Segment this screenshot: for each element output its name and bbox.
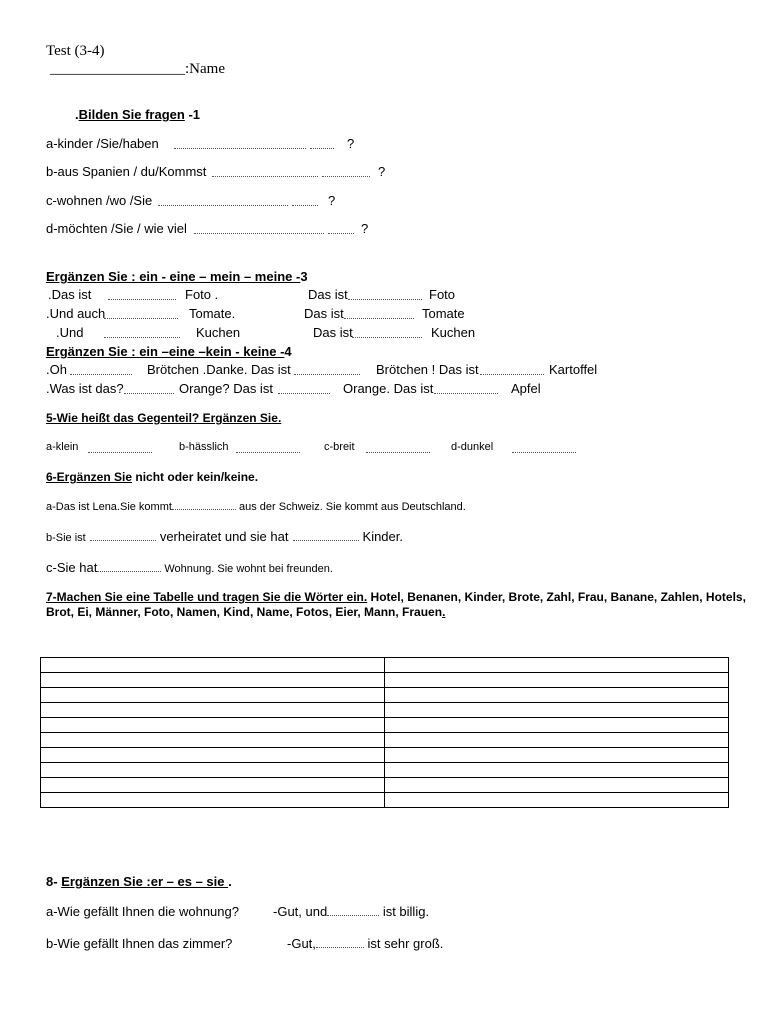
s6-blank[interactable] <box>97 561 161 572</box>
s3-row1-d: Foto <box>429 287 456 302</box>
s3-row1-c: Das ist <box>308 287 348 302</box>
table-cell-left[interactable] <box>41 748 385 763</box>
table-cell-right[interactable] <box>385 658 729 673</box>
s8-answer-b: -Gut, ist sehr groß. <box>287 936 444 951</box>
answer-blank-c[interactable] <box>158 195 288 206</box>
s3-blank[interactable] <box>104 327 180 338</box>
s6-item-b: b-Sie ist verheiratet und sie hat Kinder. <box>46 529 403 544</box>
answer-blank-a[interactable] <box>174 138 306 149</box>
s4-row2-d: Apfel <box>511 381 541 396</box>
s3-blank[interactable] <box>344 308 414 319</box>
s3-row2-d: Tomate <box>422 306 465 321</box>
s6-item-a: a-Das ist Lena.Sie kommt aus der Schweiz. Sie kommt aus Deutschland. <box>46 501 466 513</box>
table-cell-left[interactable] <box>41 718 385 733</box>
section-8-heading: 8- Ergänzen Sie :er – es – sie . <box>46 874 232 889</box>
test-title: Test (3-4) <box>46 43 105 59</box>
table-row <box>41 673 729 688</box>
section-1-heading: .Bilden Sie fragen -1 <box>75 107 200 122</box>
table-row <box>41 778 729 793</box>
table-row <box>41 718 729 733</box>
table-cell-right[interactable] <box>385 763 729 778</box>
answer-blank-a2[interactable] <box>310 138 334 149</box>
s6-blank[interactable] <box>90 530 156 541</box>
table-row <box>41 703 729 718</box>
section-4-heading: Ergänzen Sie : ein –eine –kein - keine -4 <box>46 344 292 359</box>
table-cell-right[interactable] <box>385 688 729 703</box>
section-3-heading: Ergänzen Sie : ein - eine – mein – meine -3 <box>46 269 308 284</box>
s3-row1-b: Foto . <box>185 287 219 302</box>
table-cell-left[interactable] <box>41 703 385 718</box>
section-7-heading: 7-Machen Sie eine Tabelle und tragen Sie die Wörter ein. Hotel, Benanen, Kinder, Brote, Zahl, Frau, Banane, Zahlen, Hotels, <box>46 590 746 604</box>
s5-blank[interactable] <box>236 442 300 453</box>
s3-row3-d: Kuchen <box>431 325 476 340</box>
section-7-words: Brot, Ei, Männer, Foto, Namen, Kind, Name, Fotos, Eier, Mann, Frauen. <box>46 605 446 619</box>
s4-row1-d: Kartoffel <box>549 362 598 377</box>
table-cell-left[interactable] <box>41 793 385 808</box>
question-mark: ? <box>328 193 336 208</box>
table-row <box>41 763 729 778</box>
table-cell-right[interactable] <box>385 718 729 733</box>
table-cell-right[interactable] <box>385 703 729 718</box>
section-6-heading: 6-Ergänzen Sie nicht oder kein/keine. <box>46 470 259 484</box>
s3-row2-b: Tomate. <box>189 306 236 321</box>
s4-row1-b: Brötchen .Danke. Das ist <box>147 362 291 377</box>
s5-blank[interactable] <box>512 442 576 453</box>
table-cell-right[interactable] <box>385 793 729 808</box>
s3-row3-b: Kuchen <box>196 325 241 340</box>
s3-row2-c: Das ist <box>304 306 344 321</box>
s4-row1-a: .Oh <box>46 362 67 377</box>
table-cell-right[interactable] <box>385 733 729 748</box>
s6-item-c: c-Sie hat Wohnung. Sie wohnt bei freunden. <box>46 560 333 575</box>
table-cell-right[interactable] <box>385 673 729 688</box>
table-cell-left[interactable] <box>41 733 385 748</box>
s4-blank[interactable] <box>70 364 132 375</box>
s3-row3-a: .Und <box>56 325 84 340</box>
s3-blank[interactable] <box>108 289 176 300</box>
s4-blank[interactable] <box>124 383 174 394</box>
s4-row2-c: Orange. Das ist <box>343 381 434 396</box>
question-mark: ? <box>361 221 369 236</box>
s8-blank[interactable] <box>327 905 379 916</box>
s4-blank[interactable] <box>278 383 330 394</box>
table-cell-left[interactable] <box>41 673 385 688</box>
s3-row3-c: Das ist <box>313 325 353 340</box>
question-mark: ? <box>378 164 386 179</box>
table-cell-left[interactable] <box>41 763 385 778</box>
s4-blank[interactable] <box>480 364 544 375</box>
s5-blank[interactable] <box>366 442 430 453</box>
answer-blank-d[interactable] <box>194 223 324 234</box>
section-5-heading: 5-Wie heißt das Gegenteil? Ergänzen Sie. <box>46 411 282 425</box>
s4-row2-b: Orange? Das ist <box>179 381 273 396</box>
table-cell-left[interactable] <box>41 778 385 793</box>
s8-question-b: b-Wie gefällt Ihnen das zimmer? <box>46 936 233 951</box>
answer-table <box>40 657 729 808</box>
table-row <box>41 658 729 673</box>
s8-blank[interactable] <box>316 937 364 948</box>
s3-row1-a: .Das ist <box>48 287 92 302</box>
answer-blank-b2[interactable] <box>322 166 370 177</box>
table-row <box>41 748 729 763</box>
s5-blank[interactable] <box>88 442 152 453</box>
name-field-label[interactable]: __________________:Name <box>50 61 225 77</box>
question-d: d-möchten /Sie / wie viel <box>46 221 187 236</box>
question-a: a-kinder /Sie/haben <box>46 136 159 151</box>
s4-blank[interactable] <box>294 364 360 375</box>
s6-blank[interactable] <box>293 530 359 541</box>
question-c: c-wohnen /wo /Sie <box>46 193 153 208</box>
s8-question-a: a-Wie gefällt Ihnen die wohnung? <box>46 904 239 919</box>
s4-row1-c: Brötchen ! Das ist <box>376 362 479 377</box>
s5-item-c: c-breit <box>324 441 355 453</box>
table-cell-right[interactable] <box>385 748 729 763</box>
s3-row2-a: .Und auch <box>46 306 106 321</box>
s5-item-a: a-klein <box>46 441 79 453</box>
s6-blank[interactable] <box>172 499 236 510</box>
question-mark: ? <box>347 136 355 151</box>
s3-blank[interactable] <box>348 289 422 300</box>
s4-row2-a: .Was ist das? <box>46 381 124 396</box>
answer-blank-c2[interactable] <box>292 195 318 206</box>
answer-blank-b[interactable] <box>212 166 318 177</box>
s3-blank[interactable] <box>352 327 422 338</box>
s5-item-d: d-dunkel <box>451 441 494 453</box>
s3-blank[interactable] <box>104 308 178 319</box>
table-row <box>41 688 729 703</box>
table-cell-right[interactable] <box>385 778 729 793</box>
question-b: b-aus Spanien / du/Kommst <box>46 164 207 179</box>
table-row <box>41 733 729 748</box>
s8-answer-a: -Gut, und ist billig. <box>273 904 430 919</box>
s4-blank[interactable] <box>434 383 498 394</box>
table-cell-left[interactable] <box>41 658 385 673</box>
table-row <box>41 793 729 808</box>
table-cell-left[interactable] <box>41 688 385 703</box>
s5-item-b: b-hässlich <box>179 441 229 453</box>
answer-blank-d2[interactable] <box>328 223 354 234</box>
